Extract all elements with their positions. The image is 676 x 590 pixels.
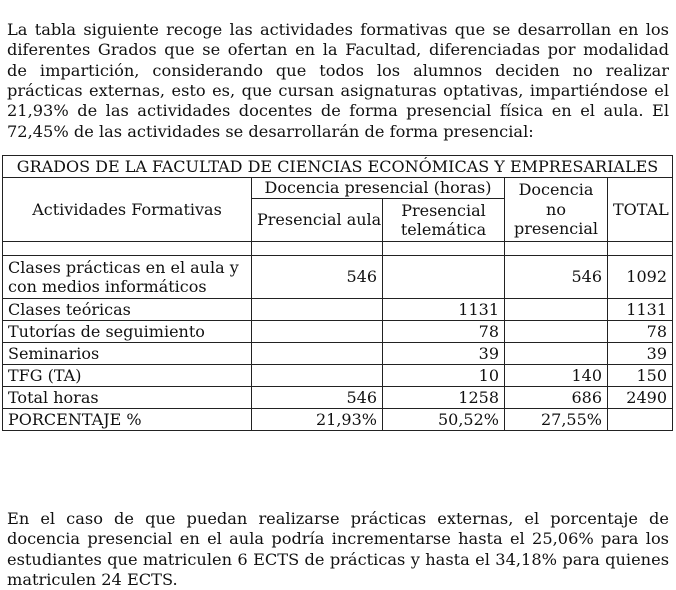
row-total: 150 <box>608 365 673 387</box>
table-row <box>3 365 673 387</box>
row-telematica: 50,52% <box>383 409 505 431</box>
row-aula: 546 <box>252 387 383 409</box>
row-aula <box>252 299 383 321</box>
table-row <box>3 299 673 321</box>
intro-paragraph: La tabla siguiente recoge las actividades formativas que se desarrollan en los diferentes Grados que se ofertan en la Facultad, diferenciadas por modalidad de impartición, considerando que todos los alumnos deciden no realizar prácticas externas, esto es, que cursan asignaturas optativas, impartiéndose el 21,93% de las actividades docentes de forma presencial física en el aula. El 72,45% de las actividades se desarrollarán de forma presencial: <box>7 20 669 141</box>
row-no-presencial: 546 <box>505 256 608 299</box>
row-no-presencial: 140 <box>505 365 608 387</box>
row-telematica: 1258 <box>383 387 505 409</box>
row-total: 2490 <box>608 387 673 409</box>
header-no-presencial: Docencia no presencial <box>505 178 608 242</box>
row-activity: PORCENTAJE % <box>3 409 252 431</box>
table-row <box>3 321 673 343</box>
header-presencial-telematica: Presencial telemática <box>383 199 505 242</box>
row-no-presencial <box>505 299 608 321</box>
table-row <box>3 343 673 365</box>
row-aula <box>252 321 383 343</box>
row-no-presencial <box>505 343 608 365</box>
row-aula: 21,93% <box>252 409 383 431</box>
row-activity: Clases prácticas en el aula y con medios informáticos <box>3 256 252 299</box>
row-total: 39 <box>608 343 673 365</box>
row-telematica <box>383 256 505 299</box>
row-telematica: 78 <box>383 321 505 343</box>
header-total: TOTAL <box>608 178 673 242</box>
row-activity: Tutorías de seguimiento <box>3 321 252 343</box>
row-total <box>608 409 673 431</box>
row-aula <box>252 343 383 365</box>
row-activity: TFG (TA) <box>3 365 252 387</box>
row-activity: Clases teóricas <box>3 299 252 321</box>
row-no-presencial: 27,55% <box>505 409 608 431</box>
row-total: 1131 <box>608 299 673 321</box>
table-row <box>3 409 673 431</box>
row-telematica: 10 <box>383 365 505 387</box>
row-no-presencial: 686 <box>505 387 608 409</box>
row-total: 1092 <box>608 256 673 299</box>
outro-paragraph: En el caso de que puedan realizarse prácticas externas, el porcentaje de docencia presencial en el aula podría incrementarse hasta el 25,06% para los estudiantes que matriculen 6 ECTS de prácticas y hasta el 34,18% para quienes matriculen 24 ECTS. <box>7 509 669 590</box>
row-no-presencial <box>505 321 608 343</box>
row-aula <box>252 365 383 387</box>
header-presencial-aula: Presencial aula <box>252 199 383 242</box>
training-activities-table <box>2 155 673 431</box>
row-aula: 546 <box>252 256 383 299</box>
header-presencial-group: Docencia presencial (horas) <box>252 178 505 199</box>
spacer-row <box>3 242 673 256</box>
row-total: 78 <box>608 321 673 343</box>
row-activity: Seminarios <box>3 343 252 365</box>
table-row <box>3 256 673 299</box>
table-title: GRADOS DE LA FACULTAD DE CIENCIAS ECONÓMICAS Y EMPRESARIALES <box>3 156 673 178</box>
header-activities: Actividades Formativas <box>3 178 252 242</box>
row-activity: Total horas <box>3 387 252 409</box>
row-telematica: 1131 <box>383 299 505 321</box>
row-telematica: 39 <box>383 343 505 365</box>
table-row <box>3 387 673 409</box>
